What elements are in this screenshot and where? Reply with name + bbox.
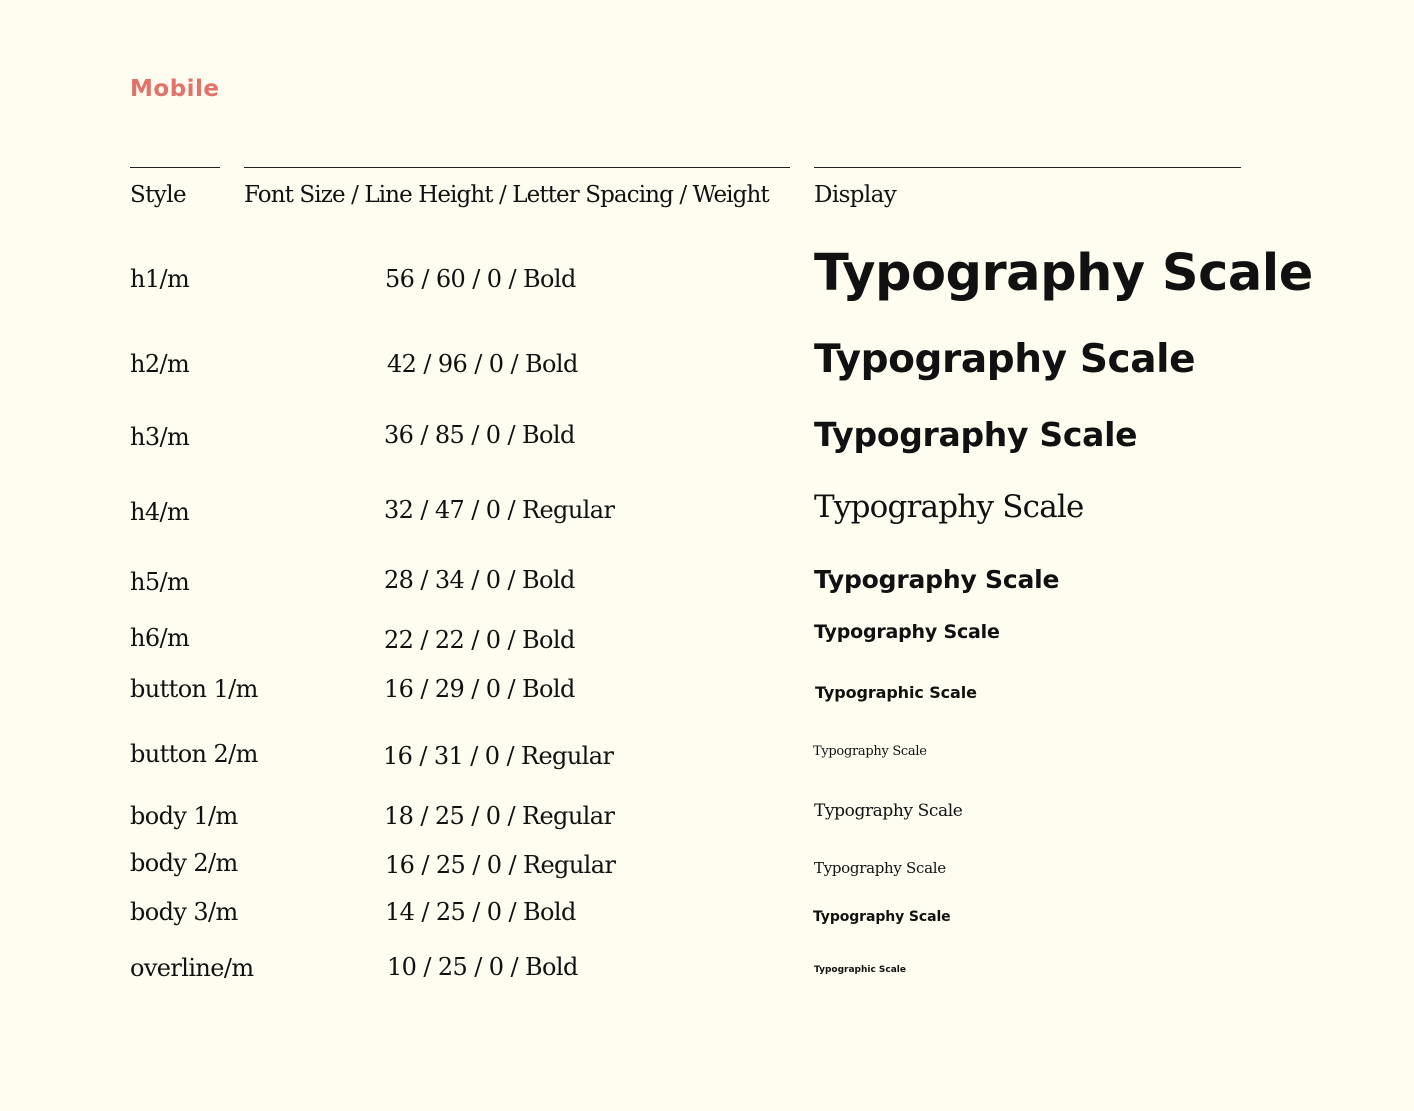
display-sample-h2: Typography Scale bbox=[814, 337, 1196, 382]
spec-h4: 32 / 47 / 0 / Regular bbox=[384, 496, 615, 524]
style-name-button-1: button 1/m bbox=[130, 675, 258, 703]
style-name-h1: h1/m bbox=[130, 265, 190, 293]
spec-body-3: 14 / 25 / 0 / Bold bbox=[385, 898, 576, 926]
spec-column-header: Font Size / Line Height / Letter Spacing / Weight bbox=[244, 182, 769, 208]
spec-body-2: 16 / 25 / 0 / Regular bbox=[385, 851, 616, 879]
style-name-body-1: body 1/m bbox=[130, 802, 238, 830]
style-name-h2: h2/m bbox=[130, 350, 190, 378]
display-sample-overline: Typographic Scale bbox=[814, 965, 906, 975]
style-name-h4: h4/m bbox=[130, 498, 190, 526]
display-sample-body-2: Typography Scale bbox=[814, 859, 946, 877]
style-column-rule bbox=[130, 167, 220, 168]
display-sample-body-1: Typography Scale bbox=[814, 801, 963, 821]
spec-h2: 42 / 96 / 0 / Bold bbox=[387, 350, 578, 378]
spec-h1: 56 / 60 / 0 / Bold bbox=[385, 265, 576, 293]
spec-h3: 36 / 85 / 0 / Bold bbox=[384, 421, 575, 449]
style-name-h5: h5/m bbox=[130, 568, 190, 596]
spec-button-2: 16 / 31 / 0 / Regular bbox=[383, 742, 614, 770]
display-sample-h6: Typography Scale bbox=[814, 621, 1000, 643]
display-column-rule bbox=[814, 167, 1241, 168]
display-sample-button-2: Typography Scale bbox=[813, 744, 927, 759]
spec-column-rule bbox=[244, 167, 790, 168]
style-column-header: Style bbox=[130, 182, 186, 208]
style-name-h6: h6/m bbox=[130, 624, 190, 652]
display-sample-h4: Typography Scale bbox=[814, 489, 1084, 525]
section-title: Mobile bbox=[130, 76, 220, 102]
style-name-overline: overline/m bbox=[130, 954, 254, 982]
style-name-body-2: body 2/m bbox=[130, 849, 238, 877]
display-sample-h3: Typography Scale bbox=[814, 415, 1138, 454]
style-name-button-2: button 2/m bbox=[130, 740, 258, 768]
spec-button-1: 16 / 29 / 0 / Bold bbox=[384, 675, 575, 703]
spec-h5: 28 / 34 / 0 / Bold bbox=[384, 566, 575, 594]
display-sample-body-3: Typography Scale bbox=[813, 909, 951, 925]
display-column-header: Display bbox=[814, 182, 897, 208]
style-name-h3: h3/m bbox=[130, 423, 190, 451]
display-sample-h5: Typography Scale bbox=[814, 565, 1060, 594]
display-sample-h1: Typography Scale bbox=[814, 244, 1313, 303]
spec-body-1: 18 / 25 / 0 / Regular bbox=[384, 802, 615, 830]
display-sample-button-1: Typographic Scale bbox=[815, 683, 977, 702]
style-name-body-3: body 3/m bbox=[130, 898, 238, 926]
spec-h6: 22 / 22 / 0 / Bold bbox=[384, 626, 575, 654]
spec-overline: 10 / 25 / 0 / Bold bbox=[387, 953, 578, 981]
